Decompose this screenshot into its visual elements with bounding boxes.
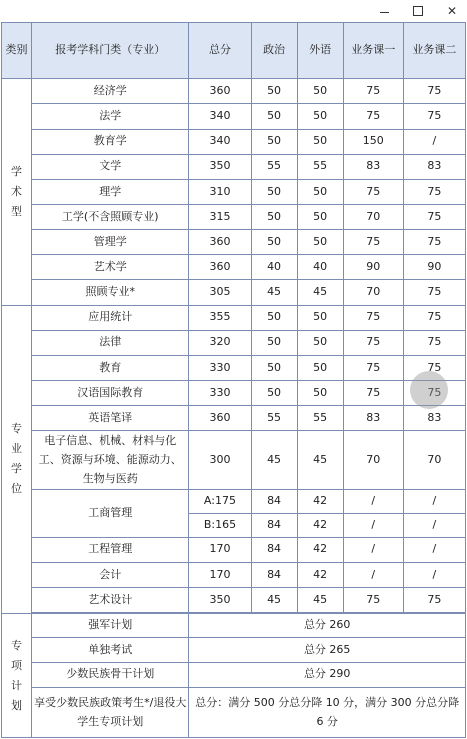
course1-score: 75 xyxy=(343,305,403,330)
plan-name: 强军计划 xyxy=(32,614,189,638)
subject-name: 管理学 xyxy=(32,230,189,255)
foreign-score: 50 xyxy=(297,305,343,330)
header-course-1: 业务课一 xyxy=(343,23,403,79)
politics-score: 55 xyxy=(251,154,297,179)
header-subject: 报考学科门类（专业） xyxy=(32,23,189,79)
course2-score: 75 xyxy=(403,305,465,330)
course1-score: / xyxy=(343,537,403,562)
table-row xyxy=(2,588,466,613)
course1-score: 75 xyxy=(343,230,403,255)
table-row xyxy=(2,431,466,489)
maximize-icon xyxy=(413,6,423,16)
category-academic: 学 术 型 xyxy=(2,79,32,305)
foreign-score: 55 xyxy=(297,406,343,431)
foreign-score: 42 xyxy=(297,537,343,562)
foreign-score: 45 xyxy=(297,588,343,613)
subject-name: 经济学 xyxy=(32,79,189,104)
header-total: 总分 xyxy=(189,23,251,79)
politics-score: 50 xyxy=(251,205,297,230)
foreign-score: 55 xyxy=(297,154,343,179)
total-score: 340 xyxy=(189,104,251,129)
course1-score: 70 xyxy=(343,280,403,305)
politics-score: 45 xyxy=(251,431,297,489)
foreign-score: 50 xyxy=(297,205,343,230)
foreign-score: 50 xyxy=(297,230,343,255)
table-row xyxy=(2,305,466,330)
plan-name: 单独考试 xyxy=(32,638,189,662)
header-politics: 政治 xyxy=(251,23,297,79)
table-row xyxy=(2,129,466,154)
course2-score: 83 xyxy=(403,406,465,431)
course2-score: 75 xyxy=(403,280,465,305)
total-score: 170 xyxy=(189,537,251,562)
category-professional: 专 业 学 位 xyxy=(2,305,32,614)
total-score: 360 xyxy=(189,406,251,431)
total-score: 315 xyxy=(189,205,251,230)
total-score: 305 xyxy=(189,280,251,305)
course2-score: / xyxy=(403,562,465,587)
subject-name: 汉语国际教育 xyxy=(32,381,189,406)
course1-score: / xyxy=(343,562,403,587)
close-button[interactable] xyxy=(434,0,467,22)
subject-name: 英语笔译 xyxy=(32,406,189,431)
foreign-score: 50 xyxy=(297,330,343,355)
politics-score: 84 xyxy=(251,489,297,513)
total-score: 330 xyxy=(189,355,251,380)
course1-score: 75 xyxy=(343,381,403,406)
total-score: B:165 xyxy=(189,513,251,537)
table-row xyxy=(2,154,466,179)
politics-score: 50 xyxy=(251,330,297,355)
politics-score: 50 xyxy=(251,355,297,380)
course1-score: 75 xyxy=(343,330,403,355)
table-header-row xyxy=(2,23,466,79)
politics-score: 84 xyxy=(251,562,297,587)
politics-score: 45 xyxy=(251,280,297,305)
total-score: 170 xyxy=(189,562,251,587)
course1-score: 75 xyxy=(343,104,403,129)
table-row xyxy=(2,179,466,204)
total-score: 340 xyxy=(189,129,251,154)
foreign-score: 42 xyxy=(297,513,343,537)
table-row xyxy=(2,280,466,305)
subject-name: 教育学 xyxy=(32,129,189,154)
course1-score: / xyxy=(343,489,403,513)
course2-score: 90 xyxy=(403,255,465,280)
subject-name: 文学 xyxy=(32,154,189,179)
course1-score: 83 xyxy=(343,154,403,179)
total-score: 350 xyxy=(189,154,251,179)
subject-name: 艺术学 xyxy=(32,255,189,280)
course1-score: 70 xyxy=(343,205,403,230)
course2-score: 75 xyxy=(403,179,465,204)
politics-score: 45 xyxy=(251,588,297,613)
foreign-score: 50 xyxy=(297,129,343,154)
course1-score: 90 xyxy=(343,255,403,280)
table-row xyxy=(2,562,466,587)
table-row xyxy=(2,537,466,562)
total-score: 360 xyxy=(189,79,251,104)
window-titlebar xyxy=(0,0,467,22)
subject-name: 电子信息、机械、材料与化工、资源与环境、能源动力、生物与医药 xyxy=(32,431,189,489)
subject-name: 教育 xyxy=(32,355,189,380)
plan-score: 总分 265 xyxy=(189,638,466,662)
foreign-score: 45 xyxy=(297,431,343,489)
subject-name: 艺术设计 xyxy=(32,588,189,613)
table-row xyxy=(2,330,466,355)
foreign-score: 50 xyxy=(297,381,343,406)
plan-name: 少数民族骨干计划 xyxy=(32,662,189,687)
table-row xyxy=(2,355,466,380)
politics-score: 50 xyxy=(251,79,297,104)
foreign-score: 42 xyxy=(297,562,343,587)
maximize-button[interactable] xyxy=(400,0,436,22)
subject-name: 理学 xyxy=(32,179,189,204)
politics-score: 50 xyxy=(251,381,297,406)
table-row xyxy=(2,381,466,406)
politics-score: 40 xyxy=(251,255,297,280)
foreign-score: 42 xyxy=(297,489,343,513)
course2-score: 75 xyxy=(403,79,465,104)
subject-name: 工学(不含照顾专业) xyxy=(32,205,189,230)
course1-score: 150 xyxy=(343,129,403,154)
plan-score: 总分：满分 500 分总分降 10 分，满分 300 分总分降 6 分 xyxy=(189,687,466,737)
subject-name: 应用统计 xyxy=(32,305,189,330)
subject-name: 法学 xyxy=(32,104,189,129)
politics-score: 50 xyxy=(251,230,297,255)
total-score: 360 xyxy=(189,230,251,255)
politics-score: 50 xyxy=(251,104,297,129)
table-row xyxy=(2,638,466,662)
table-row xyxy=(2,255,466,280)
subject-name: 工程管理 xyxy=(32,537,189,562)
subject-name: 会计 xyxy=(32,562,189,587)
politics-score: 50 xyxy=(251,305,297,330)
category-special: 专 项 计 划 xyxy=(2,614,32,738)
course1-score: 75 xyxy=(343,355,403,380)
header-category: 类别 xyxy=(2,23,32,79)
total-score: 360 xyxy=(189,255,251,280)
score-table xyxy=(1,22,466,738)
table-row xyxy=(2,406,466,431)
course2-score: 70 xyxy=(403,431,465,489)
course2-score: 75 xyxy=(403,355,465,380)
table-row xyxy=(2,79,466,104)
course1-score: / xyxy=(343,513,403,537)
course2-score: 75 xyxy=(403,104,465,129)
plan-name: 享受少数民族政策考生*/退役大学生专项计划 xyxy=(32,687,189,737)
course2-score: 75 xyxy=(403,205,465,230)
total-score: 300 xyxy=(189,431,251,489)
politics-score: 55 xyxy=(251,406,297,431)
minimize-icon xyxy=(380,12,389,13)
foreign-score: 40 xyxy=(297,255,343,280)
close-icon: ✕ xyxy=(446,4,458,18)
minimize-button[interactable] xyxy=(366,0,402,22)
table-row xyxy=(2,614,466,638)
foreign-score: 50 xyxy=(297,179,343,204)
plan-score: 总分 260 xyxy=(189,614,466,638)
score-table-container xyxy=(1,22,466,738)
foreign-score: 45 xyxy=(297,280,343,305)
header-course-2: 业务课二 xyxy=(403,23,465,79)
table-row xyxy=(2,104,466,129)
course1-score: 83 xyxy=(343,406,403,431)
subject-name: 工商管理 xyxy=(32,489,189,537)
course2-score: / xyxy=(403,537,465,562)
course2-score: / xyxy=(403,513,465,537)
course2-score: 75 xyxy=(403,230,465,255)
course1-score: 75 xyxy=(343,179,403,204)
subject-name: 法律 xyxy=(32,330,189,355)
course1-score: 75 xyxy=(343,79,403,104)
course2-score: 83 xyxy=(403,154,465,179)
table-row xyxy=(2,205,466,230)
course2-score: 75 xyxy=(403,381,465,406)
course2-score: 75 xyxy=(403,588,465,613)
total-score: 330 xyxy=(189,381,251,406)
course1-score: 75 xyxy=(343,588,403,613)
total-score: 320 xyxy=(189,330,251,355)
table-row xyxy=(2,687,466,737)
table-row xyxy=(2,489,466,513)
table-row xyxy=(2,230,466,255)
foreign-score: 50 xyxy=(297,104,343,129)
table-row xyxy=(2,662,466,687)
header-foreign-language: 外语 xyxy=(297,23,343,79)
politics-score: 50 xyxy=(251,179,297,204)
politics-score: 50 xyxy=(251,129,297,154)
foreign-score: 50 xyxy=(297,355,343,380)
course2-score: / xyxy=(403,489,465,513)
total-score: 355 xyxy=(189,305,251,330)
foreign-score: 50 xyxy=(297,79,343,104)
course1-score: 70 xyxy=(343,431,403,489)
total-score: A:175 xyxy=(189,489,251,513)
politics-score: 84 xyxy=(251,513,297,537)
course2-score: / xyxy=(403,129,465,154)
course2-score: 75 xyxy=(403,330,465,355)
politics-score: 84 xyxy=(251,537,297,562)
total-score: 350 xyxy=(189,588,251,613)
total-score: 310 xyxy=(189,179,251,204)
plan-score: 总分 290 xyxy=(189,662,466,687)
subject-name: 照顾专业* xyxy=(32,280,189,305)
